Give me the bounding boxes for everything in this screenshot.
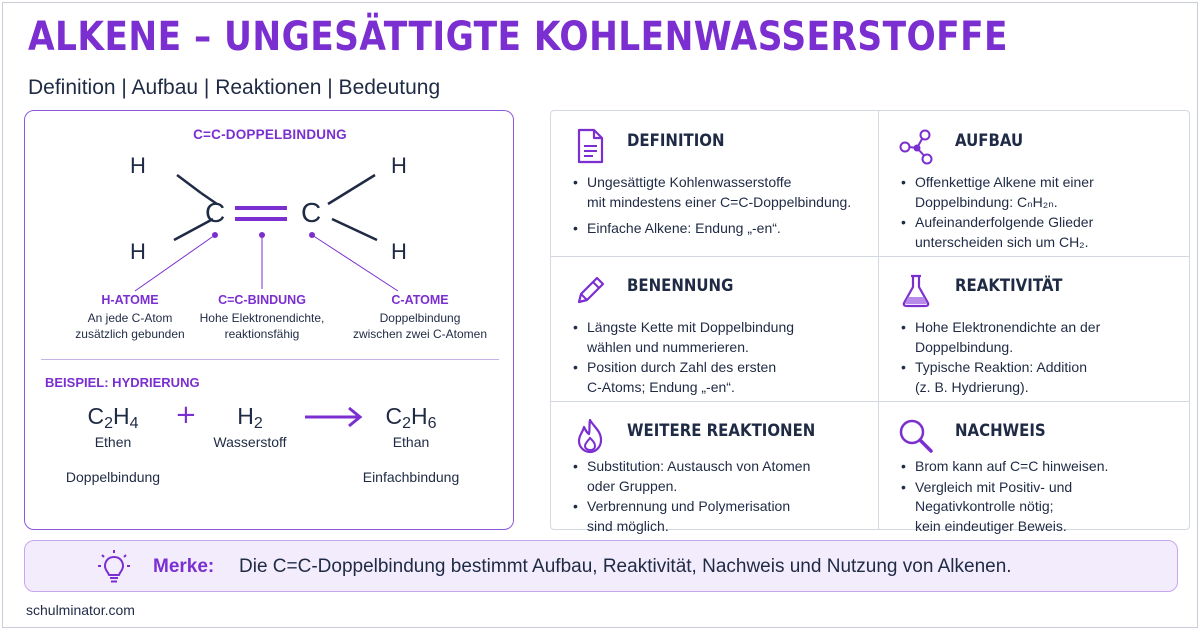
atom-h-top-left: H [130, 153, 146, 178]
list-item: • Einfache Alkene: Endung „-en“. [573, 219, 851, 239]
card-aufbau [871, 111, 1191, 256]
callout-title: C=C-BINDUNG [218, 293, 306, 307]
formula-ethene: $C_2H_4$ [87, 403, 139, 432]
panel-divider [41, 359, 499, 360]
callout-desc-line: reaktionsfähig [224, 327, 300, 341]
callout-c-atoms [335, 293, 505, 342]
merke-box [24, 540, 1178, 592]
list-item: • Brom kann auf C=C hinweisen. [901, 457, 1108, 477]
card-title: DEFINITION [627, 131, 725, 151]
note-doppelbindung: Doppelbindung [65, 469, 161, 485]
page-subtitle: Definition | Aufbau | Reaktionen | Bedeutung [28, 76, 441, 99]
card-definition [551, 111, 871, 256]
callout-desc-line: zusätzlich gebunden [75, 327, 185, 341]
card-list [901, 173, 1094, 253]
molecule-heading: C=C-DOPPELBINDUNG [193, 127, 347, 142]
list-item: • Substitution: Austausch von Atomen oder Gruppen. [573, 457, 810, 496]
list-item: • Aufeinanderfolgende Glieder unterscheiden sich um CH₂. [901, 213, 1094, 252]
atom-h-bottom-right: H [391, 239, 407, 264]
card-benennung [551, 256, 871, 401]
reaction-arrow-icon [303, 405, 365, 429]
molecule-panel [24, 110, 514, 530]
molecule-icon [897, 127, 935, 165]
list-item: • Längste Kette mit Doppelbindung wählen und nummerieren. [573, 318, 794, 357]
card-weitere-reaktionen [551, 401, 871, 534]
lightbulb-icon [95, 548, 133, 586]
list-item: • Position durch Zahl des ersten C-Atoms; Endung „-en“. [573, 358, 794, 397]
page-title: ALKENE – UNGESÄTTIGTE KOHLENWASSERSTOFFE [28, 14, 1008, 60]
list-item: • Ungesättigte Kohlenwasserstoffe mit mindestens einer C=C-Doppelbindung. [573, 173, 851, 212]
atom-h-bottom-left: H [130, 239, 146, 264]
list-item: • Hohe Elektronendichte an der Doppelbindung. [901, 318, 1100, 357]
card-list [573, 457, 810, 537]
callout-title: C-ATOME [391, 293, 449, 307]
card-list [573, 318, 794, 398]
callout-cc-bond [177, 293, 347, 342]
name-ethene: Ethen [94, 434, 132, 450]
plus-sign: + [175, 400, 197, 430]
note-einfachbindung: Einfachbindung [362, 469, 460, 485]
list-item: • Typische Reaktion: Addition (z. B. Hydrierung). [901, 358, 1100, 397]
magnifier-icon [897, 417, 935, 455]
formula-ethane: $C_2H_6$ [385, 403, 437, 432]
callout-title: H-ATOME [101, 293, 159, 307]
card-list [901, 318, 1100, 398]
card-title: BENENNUNG [627, 276, 734, 296]
card-title: REAKTIVITÄT [955, 276, 1063, 296]
info-grid [550, 110, 1190, 534]
card-title: WEITERE REAKTIONEN [627, 421, 816, 441]
card-list [901, 457, 1108, 537]
callout-desc-line: An jede C-Atom [87, 311, 173, 325]
merke-text: Die C=C-Doppelbindung bestimmt Aufbau, Reaktivität, Nachweis und Nutzung von Alkenen. [239, 556, 1012, 577]
card-reaktivitaet [871, 256, 1191, 401]
card-nachweis [871, 401, 1191, 534]
card-title: AUFBAU [955, 131, 1024, 151]
name-ethane: Ethan [392, 434, 430, 450]
callout-desc-line: Doppelbindung [379, 311, 461, 325]
merke-label: Merke: [153, 556, 215, 577]
list-item: • Offenkettige Alkene mit einer Doppelbindung: CₙH₂ₙ. [901, 173, 1094, 212]
callout-desc-line: Hohe Elektronendichte, [199, 311, 325, 325]
formula-hydrogen: $H_2$ [237, 403, 263, 432]
atom-h-top-right: H [391, 153, 407, 178]
atom-c-right: C [301, 197, 322, 228]
flask-icon [897, 272, 935, 310]
flame-icon [571, 417, 609, 455]
list-item: • Verbrennung und Polymerisation sind möglich. [573, 497, 810, 536]
card-title: NACHWEIS [955, 421, 1046, 441]
example-title: BEISPIEL: HYDRIERUNG [45, 375, 200, 390]
callout-desc-line: zwischen zwei C-Atomen [352, 327, 488, 341]
document-icon [571, 127, 609, 165]
name-hydrogen: Wasserstoff [213, 434, 287, 450]
atom-c-left: C [205, 197, 226, 228]
pencil-icon [571, 272, 609, 310]
card-list [573, 173, 851, 240]
list-item: • Vergleich mit Positiv- und Negativkontrolle nötig; kein eindeutiger Beweis. [901, 478, 1108, 537]
footer-site: schulminator.com [26, 602, 135, 618]
